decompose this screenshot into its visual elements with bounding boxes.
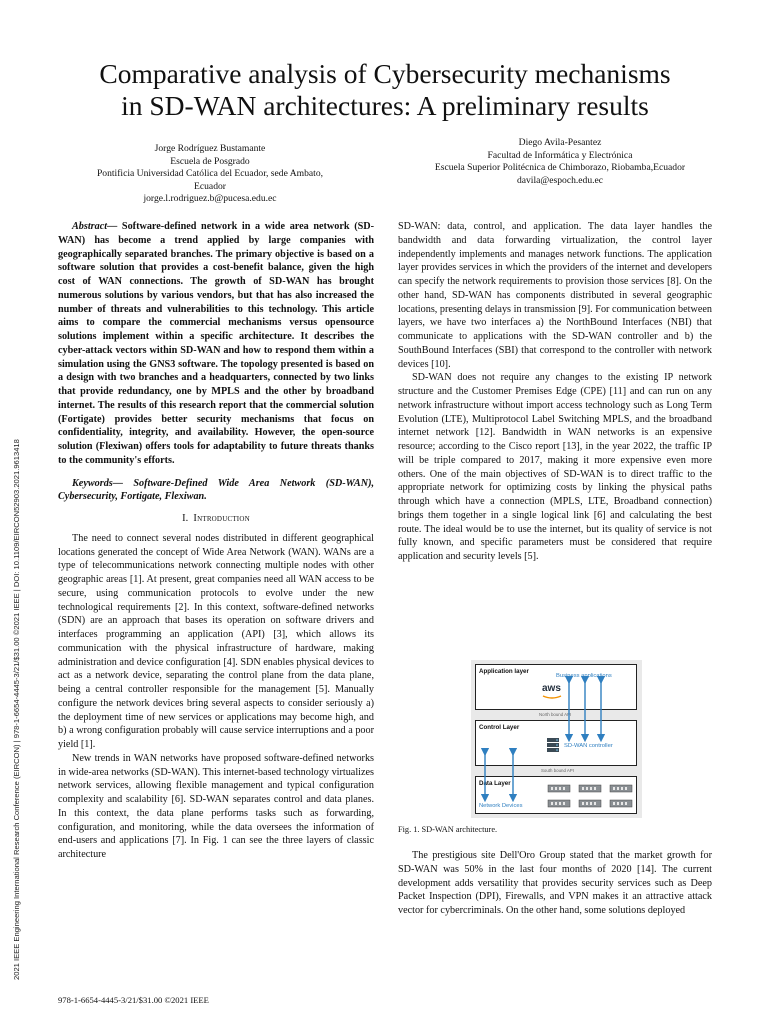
section-title: Introduction bbox=[193, 513, 250, 524]
south-bound-api-label: South bound API bbox=[541, 768, 574, 773]
right-column-lower bbox=[398, 849, 712, 918]
author-email: davila@espoch.edu.ec bbox=[516, 174, 604, 186]
north-bound-api-label: North bound API bbox=[539, 712, 572, 717]
aws-logo: aws bbox=[542, 683, 561, 694]
author-block-2 bbox=[400, 137, 720, 187]
business-applications-label: Business applications bbox=[556, 673, 612, 679]
title-line-1: Comparative analysis of Cybersecurity mechanisms bbox=[99, 58, 671, 89]
section-heading bbox=[58, 512, 374, 526]
abstract-label: Abstract— bbox=[72, 221, 118, 232]
right-column bbox=[398, 220, 712, 564]
paragraph: The need to connect several nodes distributed in different geographical locations generated the concept of Wide Area Network (WAN). WANs are a type of telecommunications network connecting multiple nodes with other geographic areas [1]. At present, great companies need all WAN access to be secure, using communication protocols to evolve under the new technological requirements [2]. In this context, software-defined networks (SDN) are an approach that bases its operation on software drivers and interfaces programming an application (API) [3], which allows its communication with the physical infrastructure of hardware, making administration and device configuration [4]. SDN enables physical devices to act as a network device, separating the control plane from the data plane, being a central controller responsible for the management [5]. Manually configure the network devices bring several aspects to consider seriously a) the deployment time of new services or applications may become high, and b) a wrong configuration probably will cause service interruptions and a poor yield [1]. bbox=[58, 532, 374, 750]
paragraph: New trends in WAN networks have proposed software-defined networks in wide-area networks (SD-WAN). This internet-based technology virtualizes network services, allowing flexible management and typical configuration complexity and scalability [6]. SD-WAN separates control and data planes. In this context, the data plane performs tasks such as forwarding, configuration, and monitoring, while the data oversees the information of end-users and applications [7]. In Fig. 1 can see the three layers of classic architecture bbox=[58, 752, 374, 860]
control-layer-label: Control Layer bbox=[479, 724, 520, 731]
author-block-1 bbox=[60, 143, 360, 206]
author-affil: Pontificia Universidad Católica del Ecuador, sede Ambato, bbox=[96, 168, 324, 180]
network-devices-label: Network Devices bbox=[479, 803, 523, 809]
abstract-text: Software-defined network in a wide area network (SD-WAN) has become a trend applied by large companies with geographically separated branches. The primary objective is based on a software solution that provides a cost-benefit balance, given the high cost of WAN connections. The growth of SD-WAN has brought numerous solutions by various vendors, but that has also increased the number of threats and vulnerabilities to this technology. This article aims to compare the commercial mechanisms versus opensource solutions implement within a specific architecture. It describes the cyber-attack vectors within SD-WAN and how to respond them within a simulation using the GNS3 software. The topology presented is based on a design with two branches and a headquarters, connected by two links that provide redundancy, one by MPLS and the other by broadband internet. The results of this research report that the commercial solution (Fortigate) provides better security mechanisms that focus on confidentiality, integrity, and availability. However, the open-source solution (Flexiwan) offers tools for adaptability to future threats thanks to the community's efforts. bbox=[58, 221, 374, 466]
keywords-label: Keywords— bbox=[72, 477, 123, 489]
paragraph: SD-WAN does not require any changes to the existing IP network structure and the Customer Premises Edge (CPE) [11] and can run on any network infrastructure without import access technology such as Long Term Evolution (LTE), Multiprotocol Label Switching MPLS, and the broadband internet network [12]. Bandwidth in WAN networks is an expensive resource; according to the Cisco report [13], in the year 2022, the traffic IP will be triple compared to 2017, making it more expensive even more others. One of the main objectives of SD-WAN is to direct traffic to the appropriate network for optimizing costs by linking the physical paths through which have a connection (MPLS, LTE, Broadband connection) brings them together in a single logical link [6] and calculating the best route. The ideal would be to use the internet, but its quality of service is not fully known, and specific parameters must be considered that require application and security levels [5]. bbox=[398, 372, 712, 562]
keywords-text: Software-Defined Wide Area Network (SD-WAN), Cybersecurity, Fortigate, Flexiwan. bbox=[58, 477, 375, 503]
sdwan-architecture-figure bbox=[471, 660, 642, 818]
author-affil: Escuela Superior Politécnica de Chimborazo, Riobamba,Ecuador bbox=[434, 162, 686, 174]
layer-arrows bbox=[471, 660, 642, 818]
sdwan-controller-label: SD-WAN controller bbox=[564, 743, 613, 749]
section-number: I. bbox=[182, 513, 189, 524]
data-layer-label: Data Layer bbox=[479, 780, 511, 787]
paper-title bbox=[40, 58, 730, 122]
application-layer-label: Application layer bbox=[479, 668, 529, 675]
paragraph: SD-WAN: data, control, and application. The data layer handles the bandwidth and data forwarding virtualization, the control layer independently implements and manages network functions. The application layer provides services in which the providers of the internet and developers can specify the network requirements to provision those services [8]. On the other hand, SD-WAN has components distributed in several geographic locations, presenting delays in transmission [9]. For communication between layers, we have two interfaces a) the NorthBound Interfaces (NBI) that communicate to applications with the SD-WAN controller and b) the SouthBound Interfaces (SBI) that correspond to the controller with network devices [10]. bbox=[398, 221, 712, 370]
author-dept: Escuela de Posgrado bbox=[170, 155, 250, 167]
author-name: Diego Avila-Pesantez bbox=[518, 137, 602, 148]
author-name: Jorge Rodríguez Bustamante bbox=[154, 143, 266, 154]
keywords bbox=[58, 477, 374, 505]
title-line-2: in SD-WAN architectures: A preliminary results bbox=[121, 90, 649, 121]
author-dept: Facultad de Informática y Electrónica bbox=[487, 149, 633, 161]
left-column bbox=[58, 220, 374, 862]
sidebar-citation: 2021 IEEE Engineering International Research Conference (EIRCON) | 978-1-6654-4445-3/21/$31.00 ©2021 IEEE | DOI: 10.1109/EIRCON52903.2021.9613418 bbox=[12, 439, 21, 980]
paragraph: The prestigious site Dell'Oro Group stated that the market growth for SD-WAN was 50% in the last four months of 2020 [14]. The current development adds versatility that provides security services such as Deep Packet Inspection (DPI), Firewalls, and VPN makes it an attractive attack vector for cybercriminals. On the other hand, some solutions deployed bbox=[398, 850, 712, 916]
footer-copyright: 978-1-6654-4445-3/21/$31.00 ©2021 IEEE bbox=[58, 995, 209, 1005]
author-email: jorge.l.rodriguez.b@pucesa.edu.ec bbox=[143, 193, 277, 205]
figure-caption: Fig. 1. SD-WAN architecture. bbox=[398, 825, 498, 834]
abstract bbox=[58, 220, 374, 468]
author-country: Ecuador bbox=[194, 180, 226, 192]
